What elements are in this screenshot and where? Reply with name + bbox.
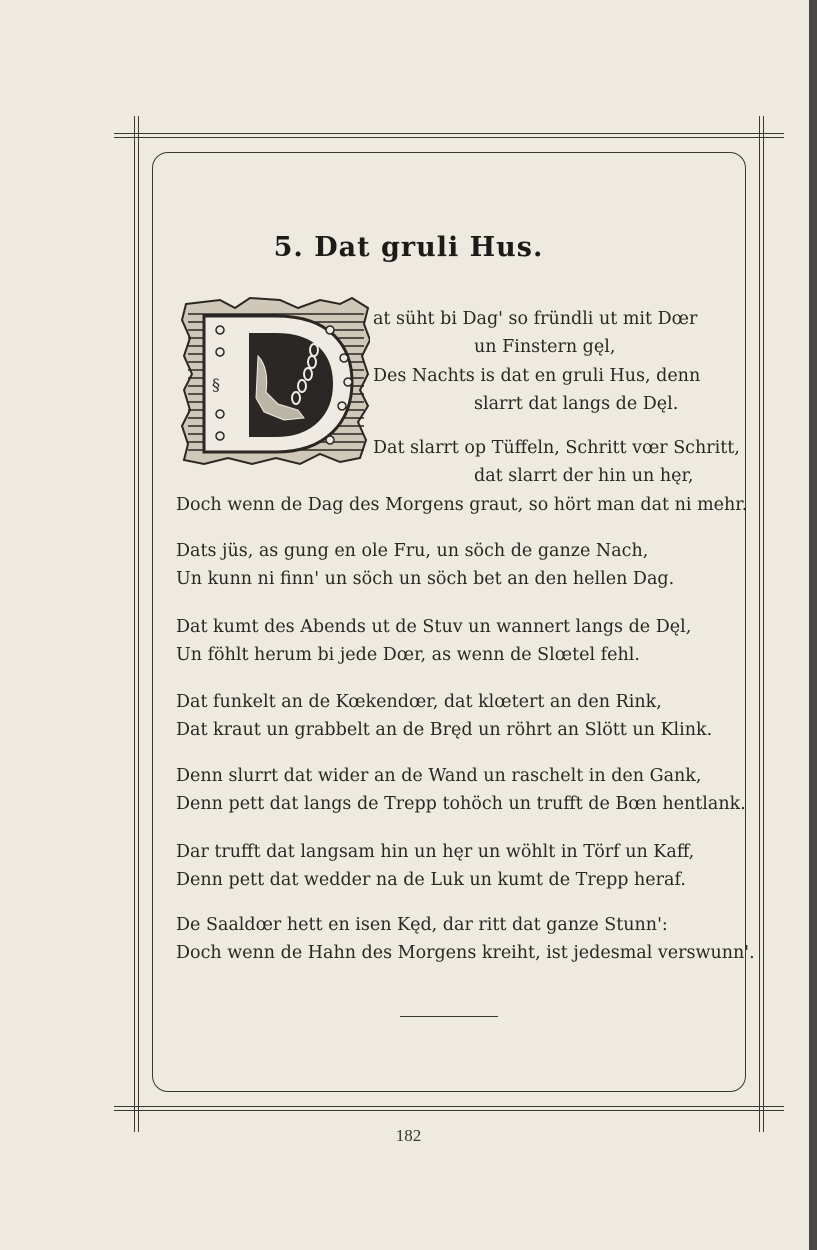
page-edge [809, 0, 817, 1250]
drop-cap-initial [180, 294, 370, 466]
poem-line: at süht bi Dag' so fründli ut mit Dœr [373, 309, 698, 329]
poem-line: Dat kraut un grabbelt an de Bręd un röhrt an Slött un Klink. [176, 720, 713, 740]
poem-line: Denn slurrt dat wider an de Wand un raschelt in den Gank, [176, 766, 702, 786]
svg-text:§: § [212, 375, 220, 394]
poem-line: un Finstern gęl, [474, 337, 616, 357]
end-rule [400, 1016, 498, 1017]
right-vertical-rule [759, 116, 760, 1132]
left-vertical-rule-inner [138, 116, 139, 1132]
top-rule-inner [114, 137, 784, 138]
poem-line: De Saaldœr hett en isen Kęd, dar ritt dat ganze Stunn': [176, 915, 668, 935]
poem-line: Doch wenn de Dag des Morgens graut, so hört man dat ni mehr. [176, 495, 748, 515]
poem-line: Doch wenn de Hahn des Morgens kreiht, ist jedesmal verswunn'. [176, 943, 755, 963]
poem-title: 5. Dat gruli Hus. [273, 232, 544, 263]
poem-line: Dat funkelt an de Kœkendœr, dat klœtert an den Rink, [176, 692, 662, 712]
poem-line: Des Nachts is dat en gruli Hus, denn [373, 366, 701, 386]
top-rule [114, 133, 784, 134]
poem-line: slarrt dat langs de Dęl. [474, 394, 679, 414]
poem-line: Un föhlt herum bi jede Dœr, as wenn de Slœtel fehl. [176, 645, 640, 665]
ornamental-initial-icon [180, 294, 370, 466]
bottom-rule-inner [114, 1110, 784, 1111]
bottom-rule [114, 1106, 784, 1107]
poem-line: Denn pett dat wedder na de Luk un kumt de Trepp heraf. [176, 870, 686, 890]
poem-line: Dat slarrt op Tüffeln, Schritt vœr Schritt, [373, 438, 740, 458]
poem-line: Dar trufft dat langsam hin un hęr un wöhlt in Törf un Kaff, [176, 842, 695, 862]
poem-line: Dat kumt des Abends ut de Stuv un wannert langs de Dęl, [176, 617, 692, 637]
poem-line: Dats jüs, as gung en ole Fru, un söch de ganze Nach, [176, 541, 649, 561]
poem-line: dat slarrt der hin un hęr, [474, 466, 694, 486]
poem-line: Denn pett dat langs de Trepp tohöch un trufft de Bœn hentlank. [176, 794, 746, 814]
right-vertical-rule-inner [763, 116, 764, 1132]
left-vertical-rule [134, 116, 135, 1132]
page-number: 182 [395, 1126, 422, 1145]
poem-line: Un kunn ni finn' un söch un söch bet an den hellen Dag. [176, 569, 675, 589]
